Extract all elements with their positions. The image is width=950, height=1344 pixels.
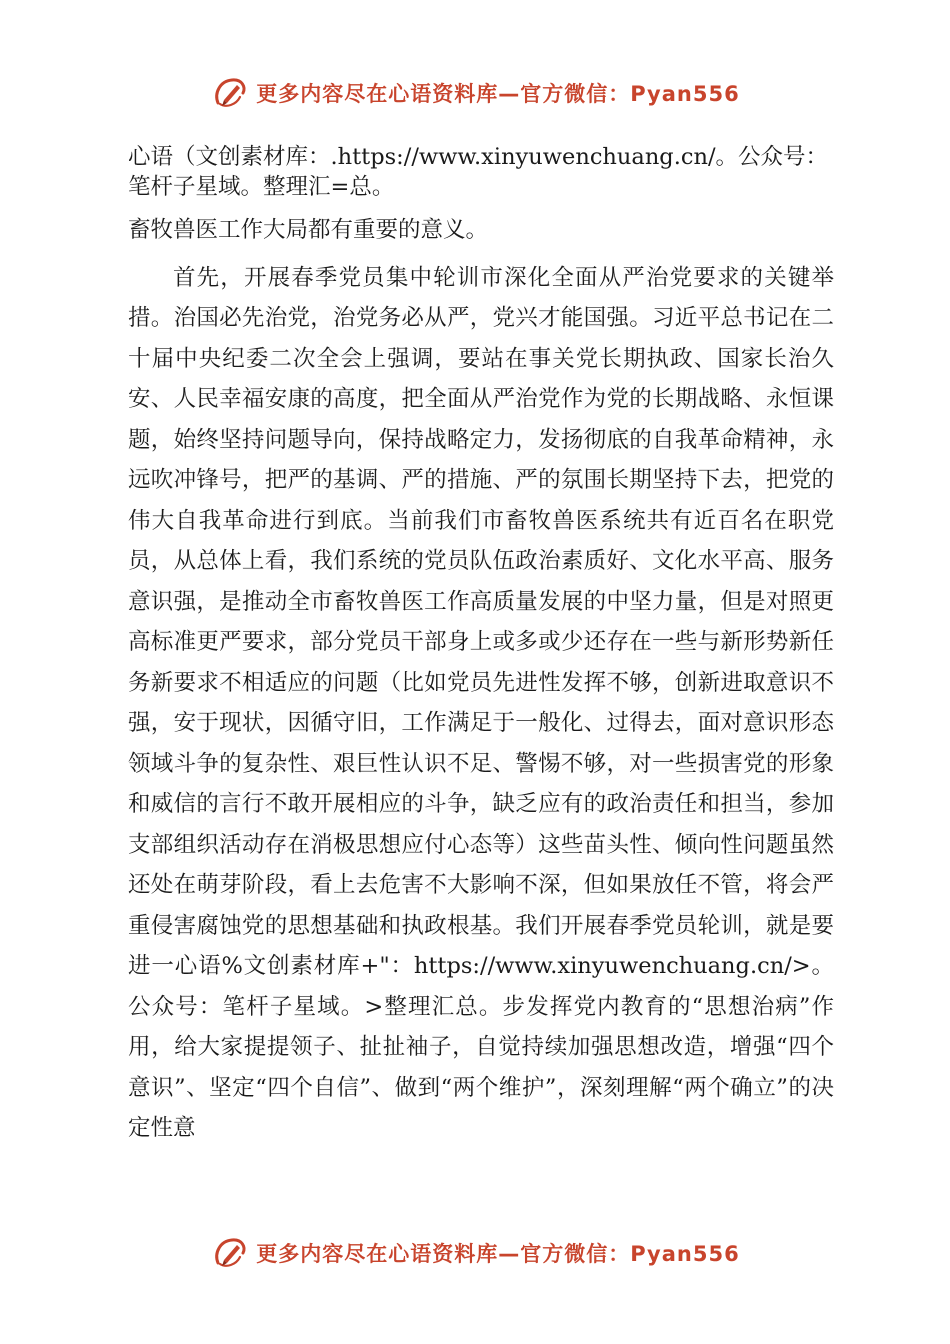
paragraph-continuation: 畜牧兽医工作大局都有重要的意义。 [128, 217, 489, 243]
paragraph-main: 首先，开展春季党员集中轮训市深化全面从严治党要求的关键举措。治国必先治党，治党务必从严，党兴才能国强。习近平总书记在二十届中央纪委二次全会上强调，要站在事关党长期执政、国家长治久安、人民幸福安康的高度，把全面从严治党作为党的长期战略、永恒课题，始终坚持问题导向，保持战略定力，发扬彻底的自我革命精神，永远吹冲锋号，把严的基调、严的措施、严的氛围长期坚持下去，把党的伟大自我革命进行到底。当前我们市畜牧兽医系统共有近百名在职党员，从总体上看，我们系统的党员队伍政治素质好、文化水平高、服务意识强，是推动全市畜牧兽医工作高质量发展的中坚力量，但是对照更高标准更严要求，部分党员干部身上或多或少还存在一些与新形势新任务新要求不相适应的问题（比如党员先进性发挥不够，创新进取意识不强，安于现状，因循守旧，工作满足于一般化、过得去，面对意识形态领域斗争的复杂性、艰巨性认识不足、警惕不够，对一些损害党的形象和威信的言行不敢开展相应的斗争，缺乏应有的政治责任和担当，参加支部组织活动存在消极思想应付心态等）这些苗头性、倾向性问题虽然还处在萌芽阶段，看上去危害不大影响不深，但如果放任不管，将会严重侵害腐蚀党的思想基础和执政根基。我们开展春季党员轮训，就是要进一心语%文创素材库+"：https://www.xinyuwenchuang.cn/>。公众号：笔杆子星域。>整理汇总。步发挥党内教育的“思想治病”作用，给大家提提领子、扯扯袖子，自觉持续加强思想改造，增强“四个意识”、坚定“四个自信”、做到“两个维护”，深刻理解“两个确立”的决定性意 [128, 264, 834, 1141]
banner-text: 更多内容尽在心语资料库—官方微信：Pyan556 [256, 82, 740, 106]
pen-swirl-logo-icon [210, 73, 250, 113]
footer-watermark-banner [0, 1228, 950, 1278]
header-watermark-banner [0, 68, 950, 118]
paragraph-source-note: 心语（文创素材库：.https://www.xinyuwenchuang.cn/。公众号：笔杆子星域。整理汇=总。 [128, 144, 829, 200]
pen-swirl-logo-icon [210, 1233, 250, 1273]
document-body [128, 142, 834, 1149]
banner-text: 更多内容尽在心语资料库—官方微信：Pyan556 [256, 1242, 740, 1266]
